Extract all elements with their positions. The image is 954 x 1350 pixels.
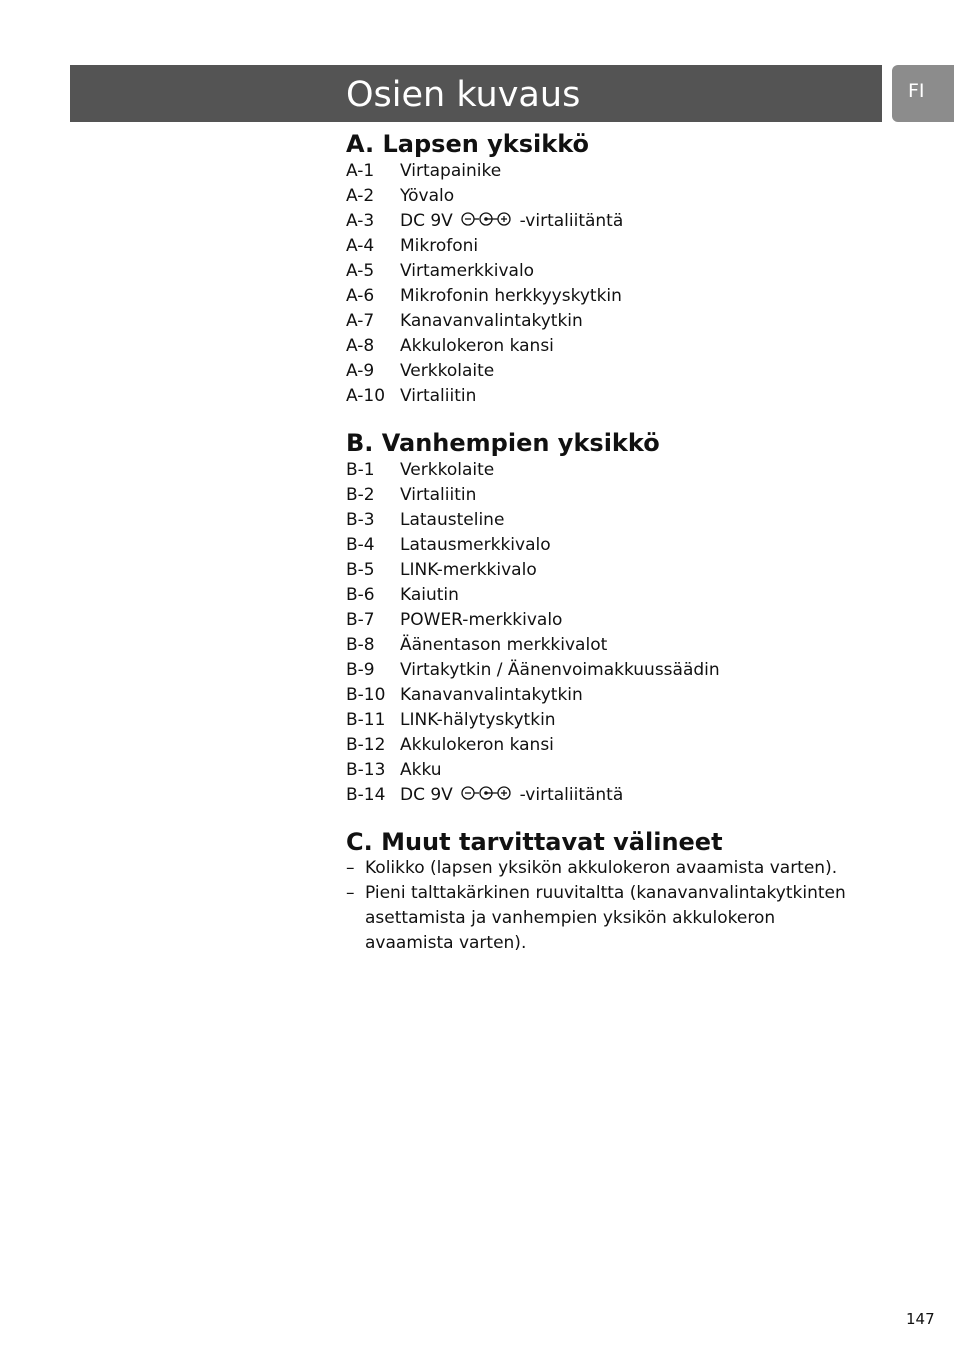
- language-tab-label: FI: [908, 80, 925, 102]
- item-label: Virtapainike: [400, 161, 502, 181]
- bullet-item: [346, 881, 856, 956]
- item-label: Verkkolaite: [400, 460, 495, 480]
- bullet-text: Kolikko (lapsen yksikön akkulokeron avaamista varten).: [365, 858, 838, 878]
- item-code: A-10: [346, 386, 386, 406]
- item-code: A-1: [346, 161, 375, 181]
- item-code: B-2: [346, 485, 375, 505]
- item-label: Akkulokeron kansi: [400, 336, 554, 356]
- page-number: 147: [906, 1310, 935, 1328]
- item-label: Akku: [400, 760, 442, 780]
- item-code: A-9: [346, 361, 375, 381]
- dc-polarity-icon: [460, 211, 512, 227]
- item-label: Kaiutin: [400, 585, 459, 605]
- item-label: Virtamerkkivalo: [400, 261, 535, 281]
- item-label: Latausmerkkivalo: [400, 535, 551, 555]
- item-label: Virtaliitin: [400, 386, 477, 406]
- item-label: LINK-hälytyskytkin: [400, 710, 556, 730]
- item-code: B-11: [346, 710, 386, 730]
- language-tab: [892, 65, 954, 122]
- bullet-text: Pieni talttakärkinen ruuvitaltta (kanavanvalintakytkinten asettamista ja vanhempien yksikön akkulokeron avaamista varten).: [365, 883, 846, 953]
- item-label: Mikrofoni: [400, 236, 479, 256]
- item-label: Äänentason merkkivalot: [400, 635, 608, 655]
- item-label: Kanavanvalintakytkin: [400, 685, 583, 705]
- item-code: B-9: [346, 660, 375, 680]
- page-title: Osien kuvaus: [346, 75, 581, 115]
- item-code: A-6: [346, 286, 375, 306]
- item-code: B-10: [346, 685, 386, 705]
- item-code: B-4: [346, 535, 375, 555]
- item-label: Mikrofonin herkkyyskytkin: [400, 286, 622, 306]
- item-label-with-symbol: [400, 783, 623, 808]
- item-code: B-14: [346, 785, 386, 805]
- bullet-dash: –: [346, 858, 355, 878]
- item-code: A-7: [346, 311, 375, 331]
- section-heading-a: A. Lapsen yksikkö: [346, 130, 590, 158]
- item-code: B-13: [346, 760, 386, 780]
- item-code: A-2: [346, 186, 375, 206]
- section-heading-c: C. Muut tarvittavat välineet: [346, 828, 723, 856]
- item-label: Virtaliitin: [400, 485, 477, 505]
- item-label: Akkulokeron kansi: [400, 735, 554, 755]
- item-code: B-8: [346, 635, 375, 655]
- item-code: B-1: [346, 460, 375, 480]
- title-bar: [70, 65, 882, 122]
- bullet-item: [346, 856, 856, 881]
- item-label: POWER-merkkivalo: [400, 610, 563, 630]
- dc-polarity-icon: [460, 785, 512, 801]
- item-code: A-8: [346, 336, 375, 356]
- item-code: B-12: [346, 735, 386, 755]
- item-label: Yövalo: [400, 186, 455, 206]
- item-label: Verkkolaite: [400, 361, 495, 381]
- item-label: LINK-merkkivalo: [400, 560, 537, 580]
- bullet-dash: –: [346, 883, 355, 903]
- section-heading-b: B. Vanhempien yksikkö: [346, 429, 660, 457]
- item-label: Latausteline: [400, 510, 505, 530]
- item-code: A-4: [346, 236, 375, 256]
- item-code: A-5: [346, 261, 375, 281]
- item-code: B-6: [346, 585, 375, 605]
- item-label-with-symbol: [400, 209, 623, 234]
- connector-text: -virtaliitäntä: [519, 785, 624, 805]
- item-code: B-5: [346, 560, 375, 580]
- item-code: A-3: [346, 211, 375, 231]
- connector-text: -virtaliitäntä: [519, 211, 624, 231]
- item-label: Kanavanvalintakytkin: [400, 311, 583, 331]
- bullet-list-c: [346, 856, 856, 956]
- item-label: Virtakytkin / Äänenvoimakkuussäädin: [400, 660, 720, 680]
- item-code: B-7: [346, 610, 375, 630]
- dc-voltage-text: DC 9V: [400, 211, 453, 231]
- item-code: B-3: [346, 510, 375, 530]
- dc-voltage-text: DC 9V: [400, 785, 453, 805]
